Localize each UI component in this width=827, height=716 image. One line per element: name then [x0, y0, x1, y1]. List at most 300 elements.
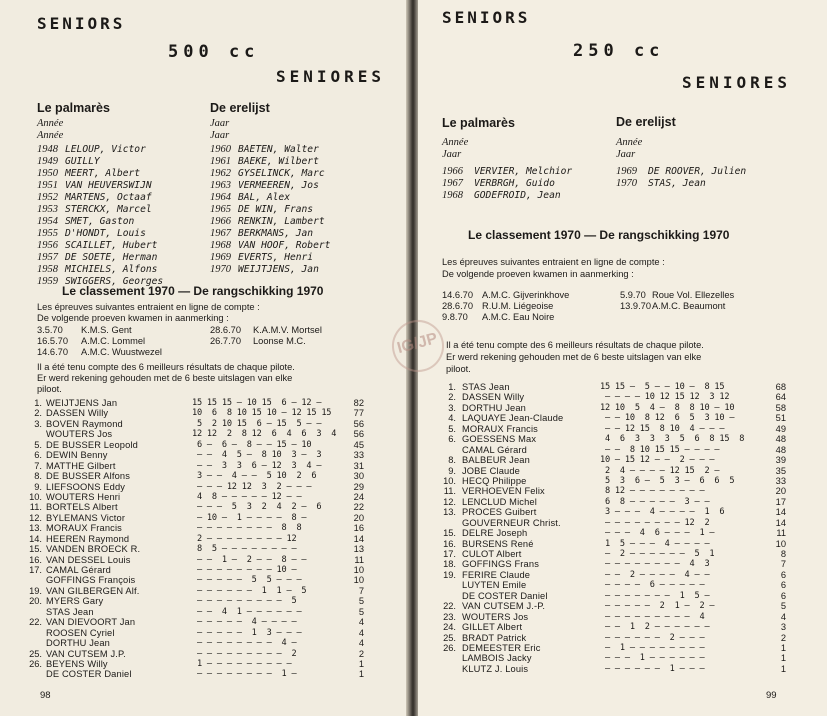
row-rider: DEWIN Benny	[46, 450, 108, 461]
list-name: STERCKX, Marcel	[65, 204, 152, 215]
event-club: K.M.S. Gent	[81, 325, 132, 335]
page-number: 99	[766, 690, 777, 701]
row-rider: PROCES Guibert	[462, 507, 537, 518]
row-total: 51	[775, 413, 786, 424]
class-title: 500 cc	[168, 42, 260, 62]
row-total: 4	[358, 638, 364, 649]
row-total: 30	[353, 471, 364, 482]
row-total: 16	[353, 523, 364, 534]
row-rider: FERIRE Claude	[462, 569, 531, 580]
row-rider: ROOSEN Cyriel	[46, 627, 115, 638]
list-name: SCAILLET, Hubert	[65, 240, 158, 251]
list-year: 1970	[210, 264, 231, 275]
row-total: 2	[358, 648, 364, 659]
table-row	[22, 492, 400, 502]
row-position: 26.	[443, 642, 456, 653]
row-scores: — — — — 6 — — — — —	[600, 580, 705, 591]
row-scores: — — — — 10 12 15 12 3 12	[600, 392, 730, 403]
annee-label: Année	[442, 137, 469, 148]
erelijst-label: De erelijst	[616, 115, 676, 129]
row-total: 24	[353, 491, 364, 502]
row-position: 14.	[29, 533, 42, 544]
list-year: 1968	[442, 190, 463, 201]
list-name: GYSELINCK, Marc	[238, 168, 325, 179]
list-item	[210, 192, 400, 204]
rule-nl-cont: piloot.	[446, 364, 471, 374]
jaar-label-2: Jaar	[616, 149, 636, 160]
row-total: 17	[775, 496, 786, 507]
row-position: 10.	[29, 491, 42, 502]
row-total: 11	[776, 528, 786, 539]
row-position: 11.	[29, 502, 42, 513]
table-row	[22, 440, 400, 450]
palmares-list	[37, 144, 207, 288]
seniores-heading: SENIORES	[276, 67, 386, 86]
table-row	[22, 450, 400, 460]
row-total: 1	[780, 653, 786, 664]
row-rider: STAS Jean	[46, 606, 94, 617]
list-name: LELOUP, Victor	[65, 144, 146, 155]
list-year: 1968	[210, 240, 231, 251]
event-row	[442, 312, 812, 323]
row-position: 15.	[443, 528, 456, 539]
row-rider: DEMEESTER Eric	[462, 642, 541, 653]
palmares-list	[442, 166, 612, 202]
list-item	[442, 166, 612, 178]
row-scores: — — — — — — — 1 5 —	[600, 590, 710, 601]
library-stamp: IG/JP	[386, 314, 450, 378]
table-row	[432, 580, 812, 590]
row-position: 9.	[448, 465, 456, 476]
table-row	[432, 622, 812, 632]
event-date: 14.6.70	[442, 290, 474, 300]
row-total: 48	[775, 444, 786, 455]
row-scores: — — — — — — — — — 4	[600, 611, 705, 622]
event-row	[37, 347, 397, 358]
row-position: 5.	[34, 439, 42, 450]
row-rider: BEYENS Willy	[46, 658, 108, 669]
list-name: SMET, Gaston	[65, 216, 135, 227]
list-item	[37, 180, 207, 192]
list-name: VAN HOOF, Robert	[238, 240, 331, 251]
palmares-label: Le palmarès	[37, 101, 110, 115]
row-total: 49	[775, 423, 786, 434]
row-rider: VAN CUTSEM J.-P.	[462, 601, 546, 612]
row-total: 3	[780, 622, 786, 633]
row-total: 82	[353, 398, 364, 408]
intro-fr: Les épreuves suivantes entraient en ligne de compte :	[442, 257, 665, 267]
rule-fr: Il a été tenu compte des 6 meilleurs résultats de chaque pilote.	[37, 362, 295, 372]
row-rider: DE COSTER Daniel	[46, 669, 132, 680]
table-row	[432, 455, 812, 465]
list-item	[210, 204, 400, 216]
table-row	[22, 544, 400, 554]
row-rider: DE BUSSER Alfons	[46, 471, 131, 482]
table-row	[22, 534, 400, 544]
table-row	[432, 528, 812, 538]
list-item	[210, 252, 400, 264]
event-club: A.M.C. Eau Noire	[482, 312, 555, 322]
row-scores: 12 10 5 4 — 8 8 10 — 10	[600, 402, 735, 413]
row-scores: — — 1 — 2 — — 8 — —	[192, 554, 307, 565]
row-scores: 1 — — — — — — — — —	[192, 658, 292, 669]
row-scores: 2 4 — — — — 12 15 2 —	[600, 465, 720, 476]
row-scores: — — — — — 5 5 — — —	[192, 575, 302, 586]
rule-nl: Er werd rekening gehouden met de 6 beste uitslagen van elke	[446, 352, 702, 362]
table-row	[432, 518, 812, 528]
event-club: Roue Vol. Ellezelles	[652, 290, 735, 300]
list-name: MARTENS, Octaaf	[65, 192, 152, 203]
row-total: 1	[780, 663, 786, 674]
event-date: 13.9.70	[620, 301, 652, 311]
row-position: 6.	[448, 434, 456, 445]
row-total: 29	[353, 481, 364, 492]
events-list	[442, 290, 812, 323]
table-row	[22, 596, 400, 606]
event-row	[442, 301, 812, 312]
row-scores: — — — 4 6 — — — 1 —	[600, 528, 715, 539]
row-rider: GILLET Albert	[462, 622, 523, 633]
row-position: 16.	[443, 538, 456, 549]
rule-nl: Er werd rekening gehouden met de 6 beste uitslagen van elke	[37, 373, 293, 383]
list-year: 1969	[616, 166, 637, 177]
row-position: 13.	[443, 507, 456, 518]
row-total: 39	[775, 455, 786, 466]
list-year: 1950	[37, 168, 58, 179]
row-scores: 1 5 — — — 4 — — — —	[600, 538, 710, 549]
row-rider: BURSENS René	[462, 538, 534, 549]
row-scores: — — 1 2 — — — — — —	[600, 622, 710, 633]
list-name: VERMEEREN, Jos	[238, 180, 319, 191]
row-position: 16.	[29, 554, 42, 565]
table-row	[432, 382, 812, 392]
list-item	[616, 178, 806, 190]
row-rider: LAMBOIS Jacky	[462, 653, 532, 664]
row-scores: — 10 — 1 — — — — 8 —	[192, 512, 307, 523]
event-date: 14.6.70	[37, 347, 69, 357]
list-year: 1948	[37, 144, 58, 155]
list-item	[37, 192, 207, 204]
row-rider: KLUTZ J. Louis	[462, 663, 529, 674]
palmares-label: Le palmarès	[442, 116, 515, 130]
row-rider: GOFFINGS François	[46, 575, 136, 586]
table-row	[432, 664, 812, 674]
row-total: 20	[353, 512, 364, 523]
row-total: 5	[358, 606, 364, 617]
list-name: DE SOETE, Herman	[65, 252, 158, 263]
table-row	[432, 559, 812, 569]
list-item	[210, 180, 400, 192]
list-year: 1970	[616, 178, 637, 189]
row-scores: — — — — — — — — — 2	[192, 648, 297, 659]
event-date: 16.5.70	[37, 336, 69, 346]
table-row	[432, 507, 812, 517]
list-name: DE WIN, Frans	[238, 204, 314, 215]
row-position: 8.	[34, 471, 42, 482]
row-total: 8	[780, 549, 786, 559]
list-item	[616, 166, 806, 178]
list-item	[210, 228, 400, 240]
row-scores: — — — — — — — — 4 3	[600, 559, 710, 570]
row-rider: GOESSENS Max	[462, 434, 537, 445]
row-scores: — — 12 15 8 10 4 — — —	[600, 423, 725, 434]
row-scores: — — — 12 12 3 2 — — —	[192, 481, 312, 492]
row-rider: LENCLUD Michel	[462, 496, 537, 507]
list-item	[442, 178, 612, 190]
jaar-label: Jaar	[210, 118, 230, 129]
row-total: 56	[353, 418, 364, 429]
list-item	[37, 264, 207, 276]
row-position: 20.	[29, 596, 42, 607]
row-position: 2.	[448, 392, 456, 403]
row-position: 22.	[443, 601, 456, 612]
row-rider: WOUTERS Jos	[462, 611, 529, 622]
row-rider: HEEREN Raymond	[46, 533, 130, 544]
list-year: 1959	[37, 276, 58, 287]
row-rider: STAS Jean	[462, 382, 510, 392]
row-total: 11	[354, 554, 364, 565]
list-name: VERVIER, Melchior	[474, 166, 573, 177]
row-total: 33	[353, 450, 364, 461]
event-club: R.U.M. Liégeoise	[482, 301, 554, 311]
table-row	[432, 549, 812, 559]
table-row	[22, 659, 400, 669]
row-scores: — — — — — — — — — 5	[192, 596, 297, 607]
row-position: 18.	[443, 559, 456, 570]
row-rider: DORTHU Jean	[46, 638, 110, 649]
erelijst-label: De erelijst	[210, 101, 270, 115]
rule-nl-cont: piloot.	[37, 384, 62, 394]
event-date: 5.9.70	[620, 290, 646, 300]
list-item	[210, 144, 400, 156]
table-row	[22, 471, 400, 481]
event-club: A.M.C. Gijverinkhove	[482, 290, 570, 300]
list-name: D'HONDT, Louis	[65, 228, 146, 239]
list-item	[442, 190, 612, 202]
intro-nl: De volgende proeven kwamen in aanmerking :	[37, 313, 229, 323]
row-scores: 2 — — — — — — — — 12	[192, 533, 297, 544]
row-total: 7	[780, 559, 786, 570]
row-total: 35	[775, 465, 786, 476]
list-year: 1949	[37, 156, 58, 167]
table-row	[432, 466, 812, 476]
row-rider: BORTELS Albert	[46, 502, 118, 513]
table-row	[432, 633, 812, 643]
row-rider: DE BUSSER Leopold	[46, 439, 138, 450]
row-rider: MORAUX Francis	[46, 523, 122, 534]
table-row	[22, 408, 400, 418]
row-total: 5	[358, 596, 364, 607]
row-scores: — — 2 — — — — 4 — —	[600, 569, 710, 580]
event-club: K.A.M.V. Mortsel	[253, 325, 322, 335]
row-scores: — — — — — — — — 8 8	[192, 523, 302, 534]
row-position: 11.	[443, 486, 456, 497]
list-year: 1956	[37, 240, 58, 251]
jaar-label-2: Jaar	[210, 130, 230, 141]
row-position: 12.	[443, 496, 456, 507]
table-row	[432, 476, 812, 486]
row-position: 5.	[448, 423, 456, 434]
list-item	[210, 216, 400, 228]
event-date: 26.7.70	[210, 336, 242, 346]
row-scores: 8 12 — — — — — — — —	[600, 486, 705, 497]
row-rider: VAN CUTSEM J.P.	[46, 648, 126, 659]
event-row	[37, 336, 397, 347]
row-position: 19.	[29, 585, 42, 596]
row-position: 15.	[29, 544, 42, 555]
row-rider: DASSEN Willy	[462, 392, 525, 403]
list-name: VAN HEUVERSWIJN	[65, 180, 152, 191]
row-scores: — — — — — — — — 12 2	[600, 517, 710, 528]
list-year: 1962	[210, 168, 231, 179]
row-rider: CAMAL Gérard	[462, 444, 528, 455]
page-header: SENIORS	[37, 14, 126, 33]
events-list	[37, 325, 397, 358]
row-scores: — — — — — 4 — — — —	[192, 617, 297, 628]
row-position: 22.	[29, 617, 42, 628]
list-name: DE ROOVER, Julien	[648, 166, 747, 177]
table-row	[22, 575, 400, 585]
table-row	[432, 653, 812, 663]
row-rider: GOUVERNEUR Christ.	[462, 517, 561, 528]
table-row	[432, 539, 812, 549]
event-row	[442, 290, 812, 301]
row-total: 10	[353, 565, 364, 575]
list-item	[37, 252, 207, 264]
list-name: MEERT, Albert	[65, 168, 141, 179]
left-page	[0, 0, 408, 716]
row-total: 1	[358, 669, 364, 680]
table-row	[22, 617, 400, 627]
table-row	[432, 486, 812, 496]
row-position: 17.	[29, 565, 42, 575]
table-row	[432, 434, 812, 444]
classement-title: Le classement 1970 — De rangschikking 1970	[62, 284, 324, 298]
row-rider: LAQUAYE Jean-Claude	[462, 413, 564, 424]
table-row	[432, 403, 812, 413]
event-date: 9.8.70	[442, 312, 468, 322]
row-total: 4	[780, 611, 786, 622]
row-scores: 5 2 10 15 6 — 15 5 — —	[192, 418, 322, 429]
list-year: 1960	[210, 144, 231, 155]
table-row	[22, 586, 400, 596]
row-total: 77	[353, 408, 364, 419]
page-number: 98	[40, 690, 51, 701]
row-rider: HECQ Philippe	[462, 475, 527, 486]
row-position: 1.	[34, 398, 42, 408]
table-row	[432, 612, 812, 622]
table-row	[22, 419, 400, 429]
row-scores: 6 — 6 — 8 — — 15 — 10	[192, 439, 312, 450]
row-rider: VAN GILBERGEN Alf.	[46, 585, 140, 596]
jaar-label: Jaar	[442, 149, 462, 160]
row-rider: BALBEUR Jean	[462, 455, 530, 466]
table-row	[22, 607, 400, 617]
row-rider: JOBE Claude	[462, 465, 520, 476]
row-scores: 10 6 8 10 15 10 — 12 15 15	[192, 408, 332, 419]
row-total: 6	[780, 569, 786, 580]
intro-fr: Les épreuves suivantes entraient en ligne de compte :	[37, 302, 260, 312]
row-position: 25.	[443, 632, 456, 643]
row-rider: WOUTERS Henri	[46, 491, 121, 502]
table-row	[22, 398, 400, 408]
list-name: RENKIN, Lambert	[238, 216, 325, 227]
rule-fr: Il a été tenu compte des 6 meilleurs résultats de chaque pilote.	[446, 340, 704, 350]
table-row	[22, 649, 400, 659]
row-scores: — — — — — 2 1 — 2 —	[600, 601, 715, 612]
row-scores: — — — 1 — — — — — —	[600, 653, 705, 664]
row-position: 3.	[448, 402, 456, 413]
annee-label: Année	[37, 118, 64, 129]
row-total: 10	[775, 538, 786, 549]
row-position: 1.	[448, 382, 456, 392]
table-row	[432, 392, 812, 402]
row-total: 33	[775, 475, 786, 486]
annee-label-2: Année	[616, 137, 643, 148]
list-item	[210, 168, 400, 180]
row-rider: CAMAL Gérard	[46, 565, 112, 575]
table-row	[22, 555, 400, 565]
list-year: 1951	[37, 180, 58, 191]
table-row	[432, 497, 812, 507]
event-club: A.M.C. Wuustwezel	[81, 347, 162, 357]
list-year: 1964	[210, 192, 231, 203]
row-rider: MORAUX Francis	[462, 423, 538, 434]
list-item	[37, 144, 207, 156]
row-position: 17.	[443, 549, 456, 559]
list-name: MICHIELS, Alfons	[65, 264, 158, 275]
event-club: Loonse M.C.	[253, 336, 306, 346]
erelijst-list	[210, 144, 400, 276]
list-item	[37, 240, 207, 252]
row-total: 5	[780, 601, 786, 612]
row-rider: VAN DESSEL Louis	[46, 554, 131, 565]
event-club: A.M.C. Lommel	[81, 336, 146, 346]
row-scores: 15 15 15 — 10 15 6 — 12 —	[192, 398, 322, 408]
row-rider: WEIJTJENS Jan	[46, 398, 118, 408]
list-year: 1961	[210, 156, 231, 167]
row-total: 56	[353, 429, 364, 440]
row-scores: — — — — — — — — 4 —	[192, 638, 297, 649]
row-position: 9.	[34, 481, 42, 492]
row-position: 6.	[34, 450, 42, 461]
row-rider: LIEFSOONS Eddy	[46, 481, 126, 492]
row-scores: — — 10 8 12 6 5 3 10 —	[600, 413, 735, 424]
list-name: EVERTS, Henri	[238, 252, 314, 263]
row-rider: CULOT Albert	[462, 549, 522, 559]
row-scores: — — — — — — 1 — — —	[600, 663, 705, 674]
event-date: 28.6.70	[442, 301, 474, 311]
table-row	[22, 502, 400, 512]
list-item	[37, 168, 207, 180]
row-rider: VAN DIEVOORT Jan	[46, 617, 136, 628]
row-total: 2	[780, 632, 786, 643]
list-name: BERKMANS, Jan	[238, 228, 314, 239]
table-row	[432, 601, 812, 611]
right-page	[418, 0, 827, 716]
table-row	[22, 429, 400, 439]
table-row	[22, 513, 400, 523]
list-item	[210, 156, 400, 168]
table-row	[22, 482, 400, 492]
list-item	[37, 228, 207, 240]
row-rider: BOVEN Raymond	[46, 418, 123, 429]
row-total: 14	[775, 507, 786, 518]
event-date: 28.6.70	[210, 325, 242, 335]
row-position: 12.	[29, 512, 42, 523]
row-rider: BYLEMANS Victor	[46, 512, 126, 523]
list-item	[210, 264, 400, 276]
